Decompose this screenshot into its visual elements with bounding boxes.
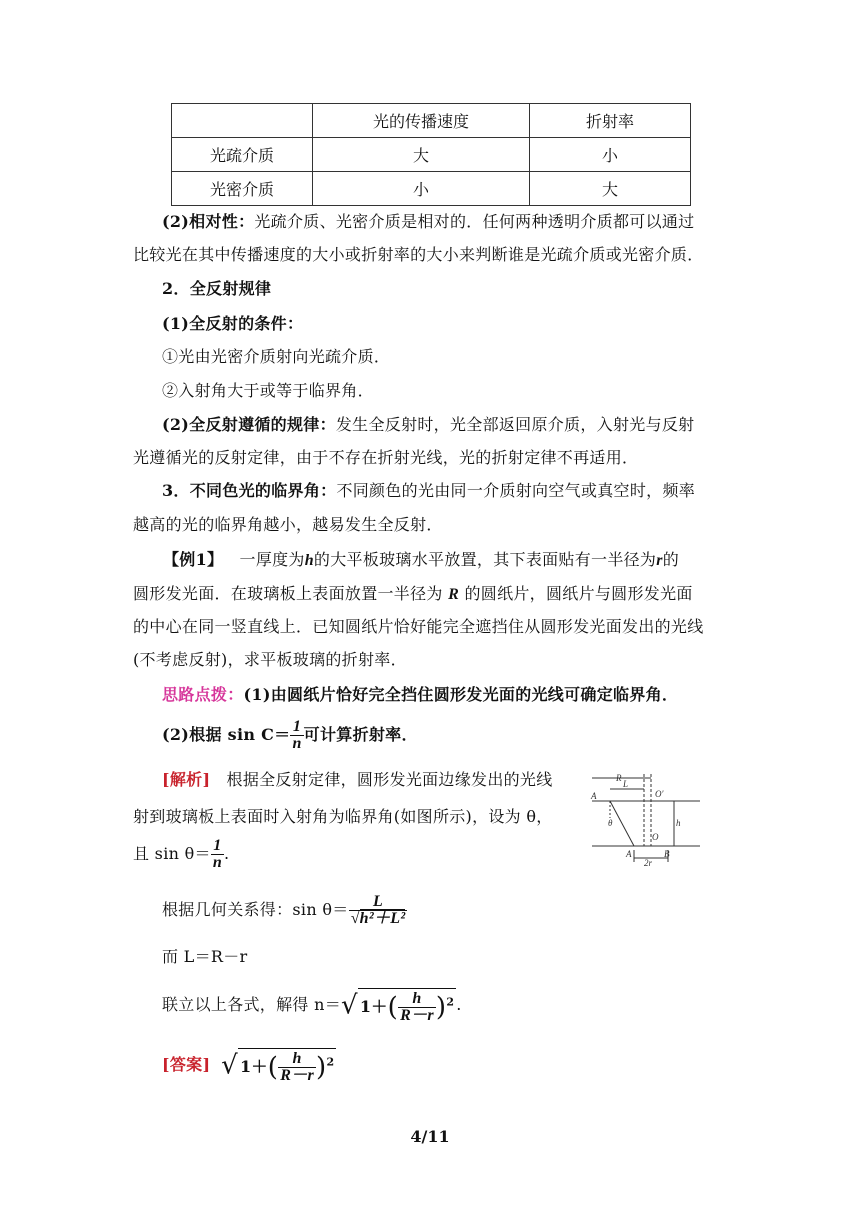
- label-theta: θ: [608, 818, 613, 828]
- sqrt-denominator: √h²＋L²: [350, 910, 406, 927]
- table-cell: 大: [313, 138, 530, 172]
- sqrt-body: 1＋( $\frac{h}{R-r}$ )$^2$: [240, 1049, 335, 1084]
- geometry-relation: 根据几何关系得：sin θ＝ $\frac{L}{\text{√h²＋L²}}$: [162, 893, 406, 927]
- example-line-1: 【例1】 一厚度为h的大平板玻璃水平放置，其下表面贴有一半径为r的: [163, 550, 680, 569]
- glass-plate-diagram: [588, 770, 704, 866]
- label-O-prime: O′: [655, 789, 664, 799]
- relativity-line-2: 比较光在其中传播速度的大小或折射率的大小来判断谁是光疏介质或光密介质．: [133, 245, 704, 264]
- label-h: h: [676, 818, 681, 828]
- table-header-cell: [172, 104, 313, 138]
- hint-line-1: 思路点拨：(1)由圆纸片恰好完全挡住圆形发光面的光线可确定临界角．: [162, 685, 679, 704]
- rule-line-1: (2)全反射遵循的规律：发生全反射时，光全部返回原介质，入射光与反射: [162, 415, 695, 434]
- table-cell: 光密介质: [172, 172, 313, 206]
- relativity-line-1: (2)相对性：光疏介质、光密介质是相对的．任何两种透明介质都可以通过: [162, 212, 695, 231]
- condition-2: ②入射角大于或等于临界角．: [162, 381, 374, 400]
- answer-line: [答案] √ 1＋( $\frac{h}{R-r}$ )$^2$: [162, 1049, 335, 1084]
- table-row: [172, 172, 691, 206]
- example-line-3: 的中心在同一竖直线上．已知圆纸片恰好能完全遮挡住从圆形发光面发出的光线: [133, 617, 704, 636]
- table-cell: 光疏介质: [172, 138, 313, 172]
- table-cell: 小: [313, 172, 530, 206]
- table-row: [172, 138, 691, 172]
- sqrt-icon: √: [221, 1050, 238, 1081]
- label-R: R: [616, 773, 622, 783]
- section-2-heading: 2．全反射规律: [162, 279, 272, 298]
- analysis-line-3: 且 sin θ＝ $\frac{1}{n}$ .: [133, 837, 230, 871]
- rule-line-2: 光遵循光的反射定律，由于不存在折射光线，光的折射定律不再适用．: [133, 448, 639, 467]
- fraction: $\frac{L}{\text{√h²＋L²}}$: [350, 893, 406, 927]
- example-line-2: 圆形发光面．在玻璃板上表面放置一半径为 R 的圆纸片，圆纸片与圆形发光面: [133, 584, 693, 603]
- section-3-line-2: 越高的光的临界角越小，越易发生全反射．: [133, 515, 443, 534]
- condition-1: ①光由光密介质射向光疏介质．: [162, 347, 391, 366]
- fraction: $\frac{h}{R-r}$: [400, 989, 434, 1024]
- hint-line-2: (2)根据 sin C＝ $\frac{1}{n}$ 可计算折射率．: [162, 718, 418, 752]
- label-2r: 2r: [644, 858, 653, 866]
- example-line-4: (不考虑反射)，求平板玻璃的折射率．: [133, 650, 407, 669]
- medium-comparison-table: [171, 103, 691, 206]
- table-row: [172, 104, 691, 138]
- condition-title: (1)全反射的条件：: [162, 314, 304, 333]
- table-cell: 大: [530, 172, 691, 206]
- label-A-bottom: A: [626, 849, 632, 859]
- solution-line: 联立以上各式，解得 n＝√ 1＋( $\frac{h}{R-r}$ )$^2$ .: [162, 989, 462, 1024]
- fraction: $\frac{h}{R-r}$: [280, 1049, 314, 1084]
- section-3-line-1: 3．不同色光的临界角：不同颜色的光由同一介质射向空气或真空时，频率: [162, 481, 696, 500]
- sqrt-icon: √: [341, 990, 358, 1021]
- page-number: 4/11: [410, 1127, 450, 1146]
- label-O: O: [652, 832, 659, 842]
- table-cell: 小: [530, 138, 691, 172]
- label-A-top: A: [591, 791, 597, 801]
- table-header-cell: 折射率: [530, 104, 691, 138]
- fraction: $\frac{1}{n}$: [212, 837, 223, 871]
- table-header-cell: 光的传播速度: [313, 104, 530, 138]
- analysis-line-1: [解析] 根据全反射定律，圆形发光面边缘发出的光线: [162, 770, 553, 789]
- light-ray: [610, 801, 634, 846]
- and-line: 而 L＝R－r: [162, 947, 248, 966]
- sqrt-body: 1＋( $\frac{h}{R-r}$ )$^2$: [359, 989, 455, 1024]
- label-L: L: [623, 779, 629, 789]
- label-B: B: [664, 849, 670, 859]
- analysis-line-2: 射到玻璃板上表面时入射角为临界角(如图所示)，设为 θ，: [133, 807, 553, 826]
- fraction: $\frac{1}{n}$: [292, 718, 302, 752]
